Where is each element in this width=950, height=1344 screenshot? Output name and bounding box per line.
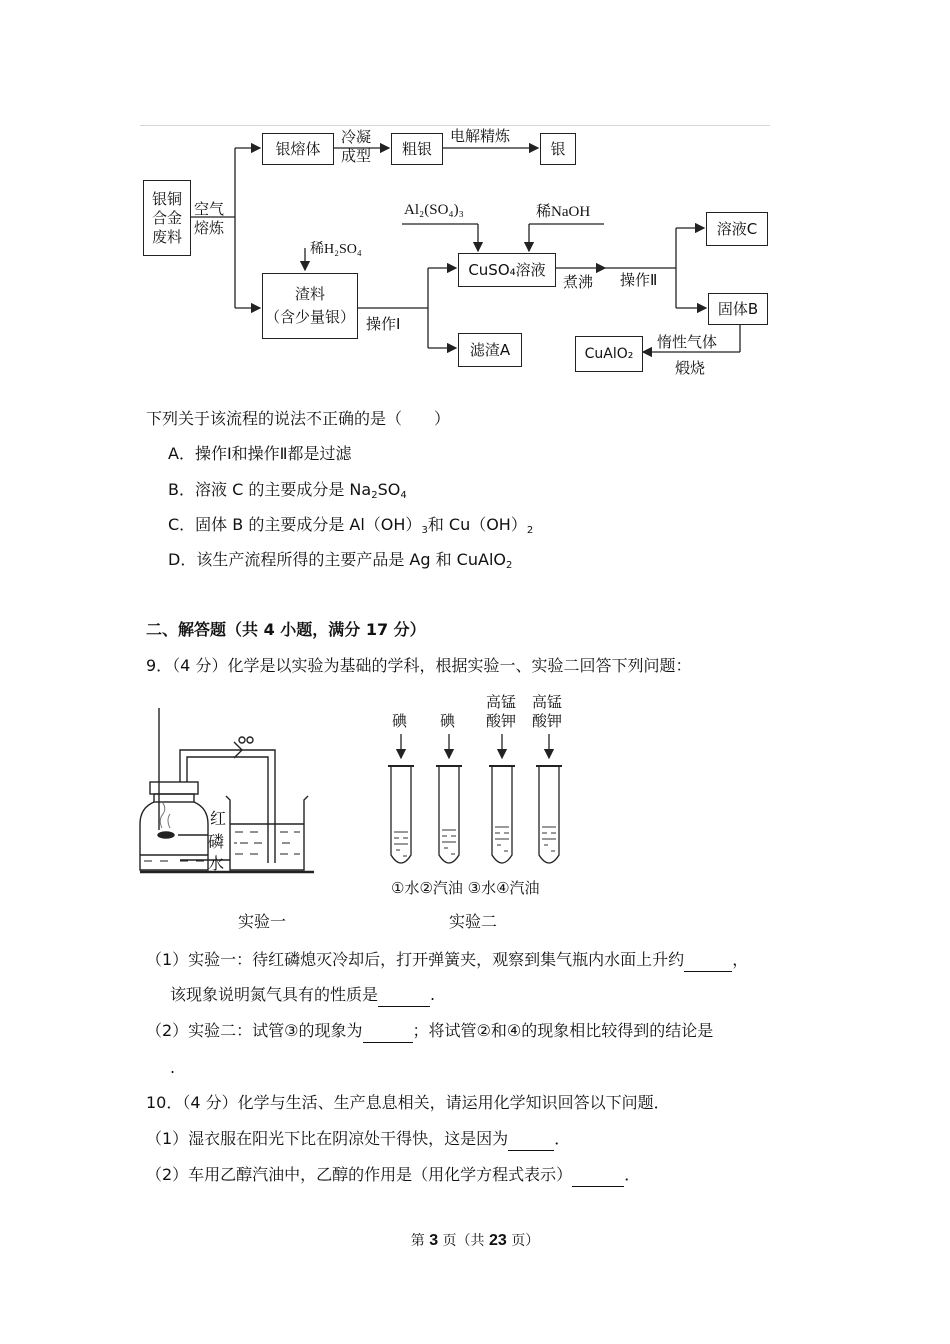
q10-part2-text: （2）车用乙醇汽油中，乙醇的作用是（用化学方程式表示） — [146, 1165, 573, 1184]
experiment-1-apparatus — [130, 700, 330, 880]
fc-h2so4-label: 稀H₂SO₄ — [310, 242, 362, 257]
q10-part2-period: ． — [624, 1165, 641, 1184]
q8-option-b-sub2: 4 — [400, 490, 407, 501]
footer-total-pages: 23 — [489, 1232, 507, 1249]
fc-solid-b-box — [708, 293, 768, 325]
q8-stem: 下列关于该流程的说法不正确的是（ ） — [146, 409, 451, 428]
q9-part1-line2 — [170, 984, 435, 1007]
q9-part1-text: （1）实验一：待红磷熄灭冷却后，打开弹簧夹，观察到集气瓶内水面上升约 — [146, 950, 685, 969]
exp1-label-water: 水 — [208, 854, 225, 873]
footer-post: 页） — [506, 1233, 540, 1249]
fc-air-smelt-label: 空气熔炼 — [194, 200, 225, 237]
q9-part2-line1 — [146, 1020, 713, 1043]
tube3-top-label: 高锰酸钾 — [486, 693, 517, 730]
experiment-2-test-tubes — [380, 730, 580, 880]
fc-crude-silver-label: 粗银 — [401, 139, 432, 158]
fc-silver-box — [540, 133, 576, 165]
fc-solid-b-label: 固体B — [717, 299, 759, 318]
fc-calcine-label: 煅烧 — [675, 359, 706, 377]
q9-part2-text2: ；将试管②和④的现象相比较得到的结论是 — [412, 1021, 714, 1040]
fc-residue-a-label: 滤渣A — [469, 340, 511, 359]
page-footer — [0, 1230, 950, 1250]
q9-part1-blank2[interactable] — [378, 984, 430, 1007]
fc-silver-label: 银 — [550, 139, 566, 158]
q8-option-d — [168, 549, 512, 577]
q8-option-b-sub1: 2 — [371, 490, 378, 501]
fc-cualo2-label: CuAlO₂ — [584, 345, 634, 362]
q9-part2-text: （2）实验二：试管③的现象为 — [146, 1021, 363, 1040]
q8-option-c-sub2: 2 — [526, 525, 534, 536]
q9-part2-blank[interactable] — [363, 1020, 413, 1043]
fc-silver-melt-box — [262, 133, 334, 165]
q8-option-a: A．操作Ⅰ和操作Ⅱ都是过滤 — [168, 444, 352, 463]
q9-part1-comma: ， — [732, 950, 749, 969]
fc-slag-note: （含少量银） — [264, 308, 355, 326]
fc-inert-gas-label: 惰性气体 — [657, 333, 718, 351]
q10-part2 — [146, 1164, 640, 1187]
q9-part2-line2: . — [170, 1058, 176, 1077]
q10-part1-blank[interactable] — [508, 1128, 554, 1151]
q8-option-d-pre: D．该生产流程所得的主要产品是 Ag 和 CuAlO — [168, 550, 506, 569]
tube-bottom-labels: ①水②汽油 ③水④汽油 — [391, 879, 540, 897]
fc-residue-a-box — [458, 333, 522, 367]
exp1-caption: 实验一 — [238, 912, 287, 931]
q8-option-d-sub: 2 — [505, 560, 513, 571]
q8-option-b-pre: B．溶液 C 的主要成分是 Na — [168, 480, 372, 499]
fc-op1-label: 操作Ⅰ — [366, 315, 401, 333]
exp1-label-phosphorus: 磷 — [208, 832, 225, 851]
tube2-top-label: 碘 — [440, 712, 456, 730]
footer-pre: 第 — [410, 1233, 430, 1249]
q8-option-b — [168, 479, 407, 507]
q10-part1 — [146, 1128, 570, 1151]
fc-slag-label: 渣料 — [294, 285, 325, 303]
fc-cualo2-box — [575, 336, 643, 372]
exp1-label-red: 红 — [210, 809, 227, 828]
fc-electrolysis-label: 电解精炼 — [450, 127, 511, 145]
q10-part2-blank[interactable] — [572, 1164, 624, 1187]
q9-part1-text2: 该现象说明氮气具有的性质是 — [170, 985, 379, 1004]
q10-part1-text: （1）湿衣服在阳光下比在阴凉处干得快，这是因为 — [146, 1129, 509, 1148]
q8-option-c-mid: 和 Cu（OH） — [427, 515, 527, 534]
fc-boil-label: 煮沸 — [563, 273, 594, 291]
tube1-top-label: 碘 — [392, 712, 408, 730]
fc-op2-label: 操作Ⅱ — [620, 271, 658, 289]
q9-part1-blank[interactable] — [684, 949, 732, 972]
footer-page-number: 3 — [429, 1232, 439, 1249]
fc-crude-silver-box — [391, 133, 443, 165]
fc-solution-c-box — [706, 212, 768, 246]
q8-option-c — [168, 514, 533, 542]
footer-mid: 页（共 — [438, 1233, 489, 1249]
exp2-caption: 实验二 — [449, 912, 498, 931]
fc-cuso4-label: CuSO₄溶液 — [468, 260, 546, 279]
q9-stem: 9．（4 分）化学是以实验为基础的学科，根据实验一、实验二回答下列问题： — [146, 656, 692, 675]
q8-option-b-mid: SO — [377, 480, 401, 499]
fc-waste-box — [143, 180, 191, 256]
fc-al2so43-label: Al₂(SO₄)₃ — [404, 202, 464, 218]
fc-silver-melt-label: 银熔体 — [275, 139, 321, 158]
q8-option-c-pre: C．固体 B 的主要成分是 Al（OH） — [168, 515, 422, 534]
fc-solution-c-label: 溶液C — [716, 219, 758, 238]
tube4-top-label: 高锰酸钾 — [532, 693, 563, 730]
fc-slag-box — [262, 273, 358, 339]
q9-part1-line1 — [146, 949, 748, 972]
section-2-heading: 二、解答题（共 4 小题，满分 17 分） — [146, 620, 426, 639]
fc-condense-label: 冷凝成型 — [340, 128, 371, 165]
fc-waste-label: 银铜合金废料 — [151, 189, 182, 246]
q8-option-c-sub1: 3 — [421, 525, 428, 536]
fc-cuso4-box — [458, 253, 556, 287]
q10-part1-period: ． — [554, 1129, 571, 1148]
q10-stem: 10．（4 分）化学与生活、生产息息相关，请运用化学知识回答以下问题． — [146, 1093, 670, 1112]
fc-naoh-label: 稀NaOH — [536, 204, 591, 220]
q9-part1-period: . — [430, 985, 436, 1004]
